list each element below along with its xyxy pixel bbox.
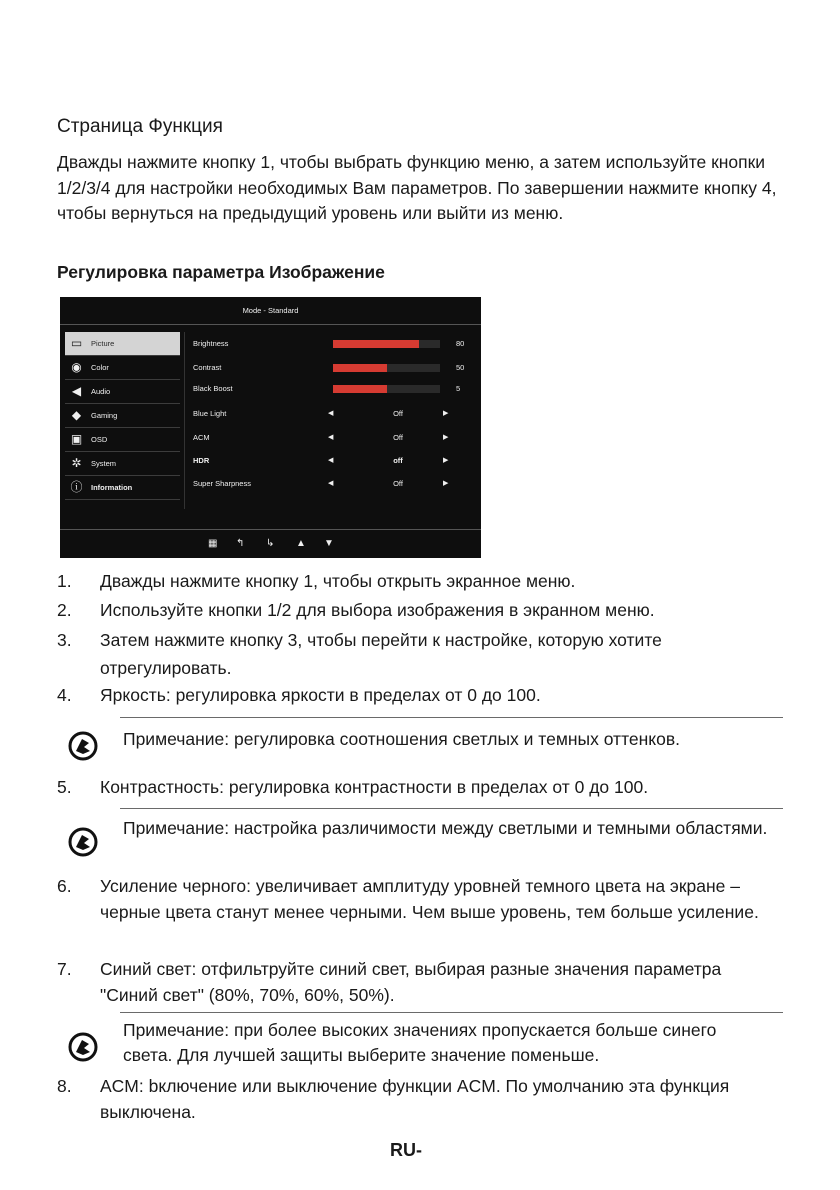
right-arrow-icon[interactable]: ▶ xyxy=(443,457,449,464)
note-divider xyxy=(120,1012,783,1013)
osd-setting-label: Brightness xyxy=(193,339,229,348)
osd-row-hdr[interactable] xyxy=(193,454,473,468)
osd-option-value: Off xyxy=(393,409,403,418)
osd-setting-label: ACM xyxy=(193,433,210,442)
osd-menu-item-audio[interactable] xyxy=(65,380,180,404)
speaker-icon: ◀ xyxy=(71,384,82,398)
left-arrow-icon[interactable]: ◀ xyxy=(328,410,334,417)
osd-screenshot xyxy=(60,297,481,558)
osd-row-blue-light[interactable] xyxy=(193,407,473,421)
list-number: 2. xyxy=(57,600,72,620)
note-text: Примечание: регулировка соотношения светлых и темных оттенков. xyxy=(123,729,681,749)
picture-icon: ▭ xyxy=(70,336,83,350)
note-text: Примечание: при более высоких значениях пропускается больше синего света. Для лучшей защиты выберите значение поменьше. xyxy=(123,1020,717,1065)
osd-setting-label: Super Sharpness xyxy=(193,479,251,488)
osd-option-value: Off xyxy=(393,433,403,442)
note-text: Примечание: настройка различимости между светлыми и темными областями. xyxy=(123,818,768,838)
osd-option-value: off xyxy=(393,456,403,465)
osd-menu-label: Audio xyxy=(91,387,111,396)
osd-slider-track[interactable] xyxy=(333,385,440,393)
right-arrow-icon[interactable]: ▶ xyxy=(443,480,449,487)
list-number: 8. xyxy=(57,1076,72,1096)
info-icon: ⓘ xyxy=(70,480,83,494)
osd-setting-label: Contrast xyxy=(193,363,222,372)
intro-paragraph: Дважды нажмите кнопку 1, чтобы выбрать функцию меню, а затем используйте кнопки 1/2/3/4 для настройки необходимых Вам параметров. По завершении нажмите кнопку 4, чтобы вернуться на предыдущий уровень или выйти из меню. xyxy=(57,152,777,223)
osd-window-icon: ▣ xyxy=(70,432,83,446)
osd-slider-fill xyxy=(333,340,419,348)
osd-divider xyxy=(184,332,185,509)
list-number: 5. xyxy=(57,777,72,797)
note-divider xyxy=(120,808,783,809)
osd-menu-label: Information xyxy=(91,483,133,492)
left-arrow-icon[interactable]: ◀ xyxy=(328,457,334,464)
note-hand-icon xyxy=(67,730,99,762)
list-number: 7. xyxy=(57,959,72,979)
back-icon[interactable]: ↰ xyxy=(236,538,245,549)
osd-setting-value: 50 xyxy=(456,363,465,372)
osd-slider-fill xyxy=(333,385,387,393)
osd-setting-label: HDR xyxy=(193,456,210,465)
osd-menu-item-color[interactable] xyxy=(65,356,180,380)
up-arrow-icon[interactable]: ▲ xyxy=(296,538,306,549)
list-text: Используйте кнопки 1/2 для выбора изображения в экранном меню. xyxy=(100,600,655,620)
gamepad-icon: ◆ xyxy=(71,408,82,422)
osd-menu-label: Color xyxy=(91,363,109,372)
left-arrow-icon[interactable]: ◀ xyxy=(328,480,334,487)
palette-icon: ◉ xyxy=(71,360,82,374)
osd-row-black-boost[interactable] xyxy=(193,382,473,396)
osd-menu-item-gaming[interactable] xyxy=(65,404,180,428)
osd-setting-value: 5 xyxy=(456,384,461,393)
osd-row-acm[interactable] xyxy=(193,431,473,445)
menu-grid-icon[interactable]: ▦ xyxy=(208,538,218,549)
list-text: Контрастность: регулировка контрастности в пределах от 0 до 100. xyxy=(100,777,649,797)
osd-setting-value: 80 xyxy=(456,339,465,348)
enter-icon[interactable]: ↳ xyxy=(266,538,275,549)
right-arrow-icon[interactable]: ▶ xyxy=(443,434,449,441)
page-footer: RU- xyxy=(390,1140,422,1160)
section-heading: Регулировка параметра Изображение xyxy=(57,262,385,282)
osd-setting-label: Blue Light xyxy=(193,409,227,418)
list-number: 3. xyxy=(57,630,72,650)
gear-icon: ✲ xyxy=(71,456,82,470)
list-text: ACM: bключение или выключение функции ACM. По умолчанию эта функция выключена. xyxy=(100,1076,730,1122)
osd-menu xyxy=(65,332,180,500)
osd-menu-item-osd[interactable] xyxy=(65,428,180,452)
list-text: Дважды нажмите кнопку 1, чтобы открыть экранное меню. xyxy=(100,571,576,591)
note-divider xyxy=(120,717,783,718)
note-hand-icon xyxy=(67,1031,99,1063)
osd-row-brightness[interactable] xyxy=(193,337,473,351)
note-hand-icon xyxy=(67,826,99,858)
osd-menu-item-system[interactable] xyxy=(65,452,180,476)
page-heading: Страница Функция xyxy=(57,116,223,137)
list-number: 6. xyxy=(57,876,72,896)
list-text: Синий свет: отфильтруйте синий свет, выбирая разные значения параметра "Синий свет" (80%, 70%, 60%, 50%). xyxy=(100,959,722,1005)
osd-menu-item-information[interactable] xyxy=(65,476,180,500)
osd-row-super-sharpness[interactable] xyxy=(193,477,473,491)
list-text: Затем нажмите кнопку 3, чтобы перейти к настройке, которую хотите отрегулировать. xyxy=(100,630,662,678)
osd-menu-item-picture[interactable] xyxy=(65,332,180,356)
osd-menu-label: System xyxy=(91,459,117,468)
osd-slider-fill xyxy=(333,364,387,372)
list-number: 1. xyxy=(57,571,72,591)
osd-menu-label: Gaming xyxy=(91,411,118,420)
osd-bottom-divider xyxy=(60,529,481,530)
osd-menu-label: Picture xyxy=(91,339,115,348)
osd-setting-label: Black Boost xyxy=(193,384,233,393)
left-arrow-icon[interactable]: ◀ xyxy=(328,434,334,441)
list-number: 4. xyxy=(57,685,72,705)
osd-menu-label: OSD xyxy=(91,435,108,444)
right-arrow-icon[interactable]: ▶ xyxy=(443,410,449,417)
list-text: Усиление черного: увеличивает амплитуду уровней темного цвета на экране – черные цвета станут менее черными. Чем выше уровень, тем больше усиление. xyxy=(100,876,759,922)
osd-mode-title: Mode - Standard xyxy=(60,297,481,325)
down-arrow-icon[interactable]: ▼ xyxy=(324,538,334,549)
osd-slider-track[interactable] xyxy=(333,340,440,348)
osd-slider-track[interactable] xyxy=(333,364,440,372)
osd-option-value: Off xyxy=(393,479,403,488)
osd-row-contrast[interactable] xyxy=(193,361,473,375)
list-text: Яркость: регулировка яркости в пределах от 0 до 100. xyxy=(100,685,541,705)
